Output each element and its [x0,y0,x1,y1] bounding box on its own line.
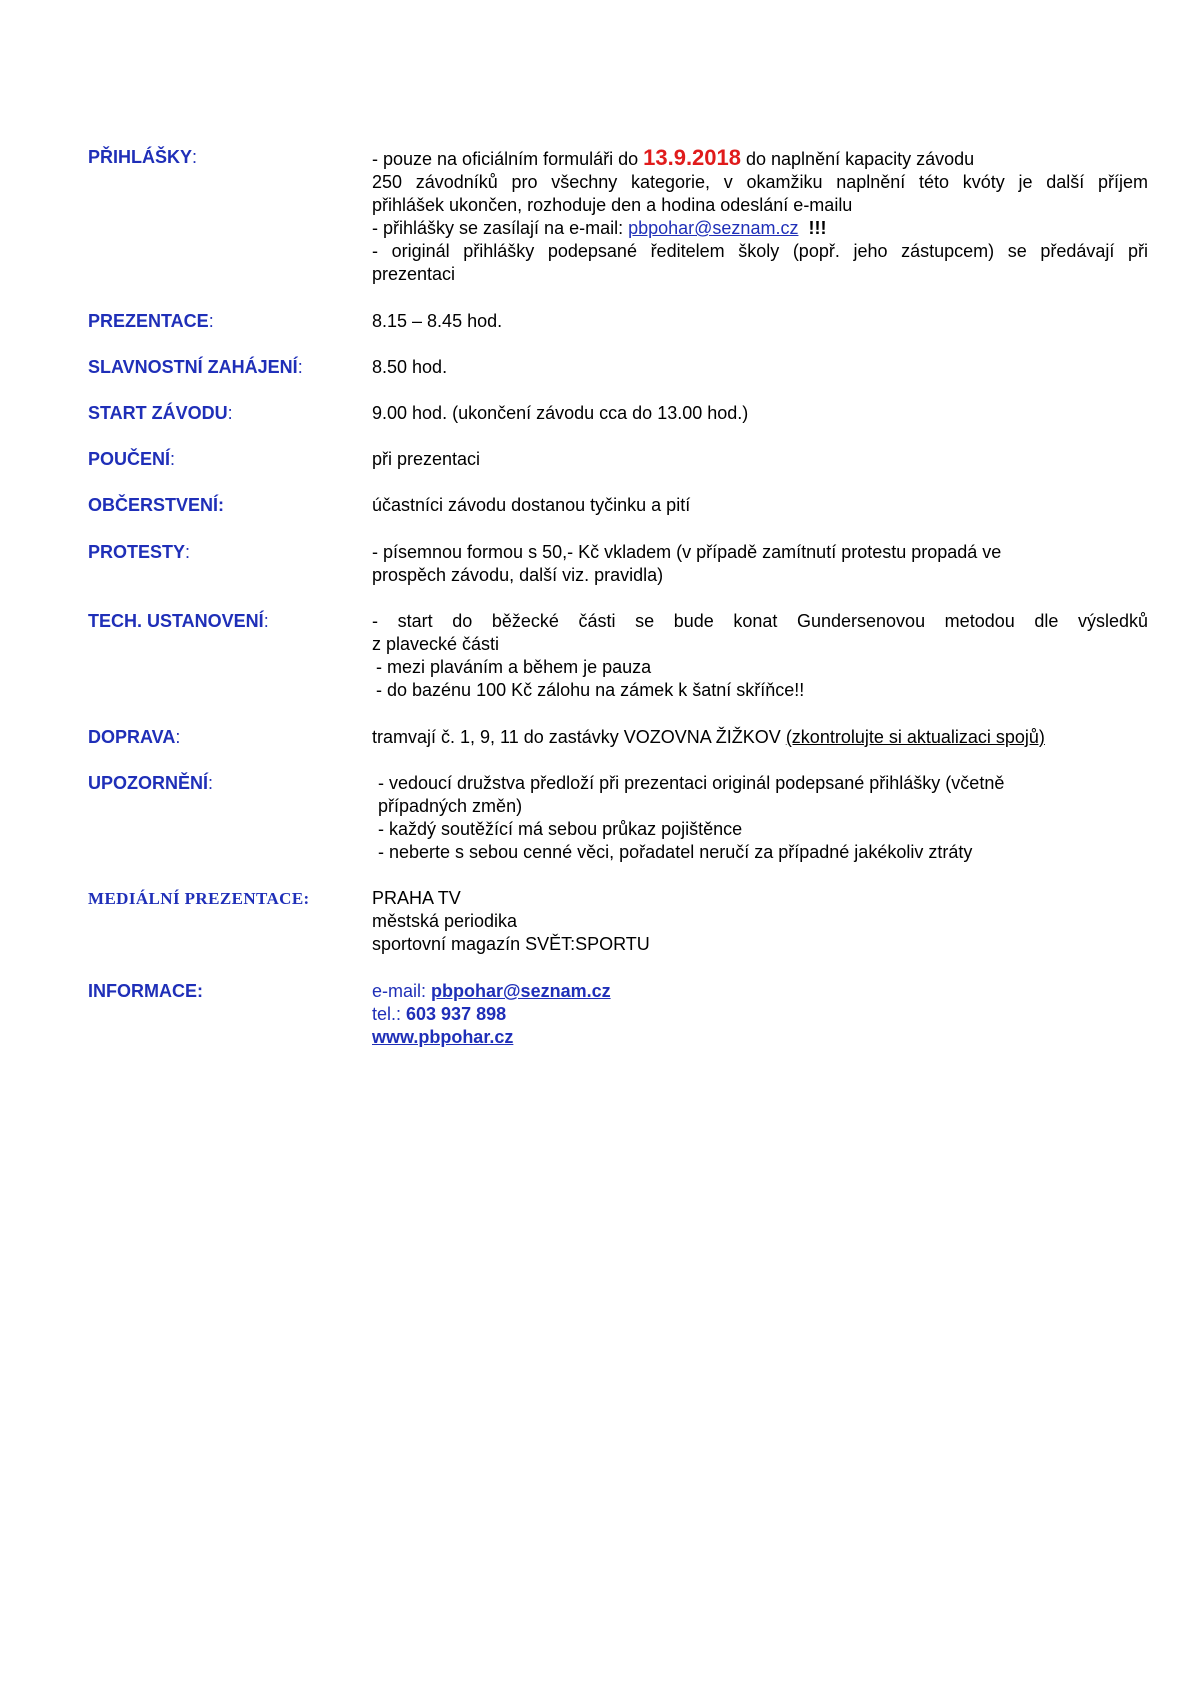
upozorneni-line-1: - vedoucí družstva předloží při prezentaci originál podepsané přihlášky (včetně [378,773,1005,793]
prihlasky-line-5: - originál přihlášky podepsané ředitelem školy (popř. jeho zástupcem) se předávají při [372,241,1148,261]
label-pouceni: POUČENÍ: [88,449,176,469]
label-zahajeni: SLAVNOSTNÍ ZAHÁJENÍ: [88,357,303,377]
informace-web-link[interactable]: www.pbpohar.cz [372,1027,514,1047]
value-start: 9.00 hod. (ukončení závodu cca do 13.00 hod.) [372,403,749,423]
upozorneni-line-2: případných změn) [378,796,523,816]
value-doprava: tramvají č. 1, 9, 11 do zastávky VOZOVNA ŽIŽKOV (zkontrolujte si aktualizaci spojů) [372,727,1045,747]
label-prihlasky: PŘIHLÁŠKY: [88,147,198,167]
informace-email-line: e-mail: pbpohar@seznam.cz [372,981,611,1001]
label-medialni: MEDIÁLNÍ PREZENTACE: [88,889,310,908]
protesty-line-1: - písemnou formou s 50,- Kč vkladem (v případě zamítnutí protestu propadá ve [372,542,1002,562]
prihlasky-line-6: prezentaci [372,264,456,284]
deadline-date: 13.9.2018 [643,145,741,170]
prihlasky-line-4: - přihlášky se zasílají na e-mail: pbpohar@seznam.cz !!! [372,218,827,238]
label-doprava: DOPRAVA: [88,727,181,747]
tech-line-3: - mezi plaváním a během je pauza [376,657,652,677]
value-medialni [372,887,1148,956]
upozorneni-line-3: - každý soutěžící má sebou průkaz pojištěnce [378,819,743,839]
label-start: START ZÁVODU: [88,403,233,423]
label-upozorneni: UPOZORNĚNÍ: [88,773,214,793]
label-protesty: PROTESTY: [88,542,191,562]
value-protesty [372,541,1148,587]
label-informace: INFORMACE: [88,981,203,1001]
medialni-line-1: PRAHA TV [372,888,461,908]
informace-email-link[interactable]: pbpohar@seznam.cz [431,981,611,1001]
informace-tel: 603 937 898 [406,1004,507,1024]
tech-line-4: - do bazénu 100 Kč zálohu na zámek k šatní skříňce!! [376,680,805,700]
prihlasky-line-2: 250 závodníků pro všechny kategorie, v okamžiku naplnění této kvóty je další příjem [372,172,1148,192]
medialni-line-3: sportovní magazín SVĚT:SPORTU [372,934,650,954]
value-obcerstveni: účastníci závodu dostanou tyčinku a pití [372,495,691,515]
value-upozorneni [372,772,1148,864]
value-prihlasky [372,146,1148,286]
tech-line-1: - start do běžecké části se bude konat Gundersenovou metodou dle výsledků [372,611,1148,631]
value-prezentace: 8.15 – 8.45 hod. [372,311,503,331]
medialni-line-2: městská periodika [372,911,518,931]
label-obcerstveni: OBČERSTVENÍ: [88,495,225,515]
value-zahajeni: 8.50 hod. [372,357,448,377]
informace-tel-line: tel.: 603 937 898 [372,1004,507,1024]
label-prezentace: PREZENTACE: [88,311,214,331]
upozorneni-line-4: - neberte s sebou cenné věci, pořadatel neručí za případné jakékoliv ztráty [378,842,973,862]
value-pouceni: při prezentaci [372,449,481,469]
value-tech [372,610,1148,702]
email-link[interactable]: pbpohar@seznam.cz [628,218,799,238]
label-tech: TECH. USTANOVENÍ: [88,611,269,631]
prihlasky-line-1: - pouze na oficiálním formuláři do 13.9.2018 do naplnění kapacity závodu [372,145,975,170]
tech-line-2: z plavecké části [372,634,500,654]
prihlasky-line-3: přihlášek ukončen, rozhoduje den a hodina odeslání e-mailu [372,195,853,215]
value-informace [372,980,1148,1049]
informace-web-line [372,1026,1148,1049]
protesty-line-2: prospěch závodu, další viz. pravidla) [372,565,664,585]
doprava-link[interactable]: (zkontrolujte si aktualizaci spojů) [785,727,1045,747]
